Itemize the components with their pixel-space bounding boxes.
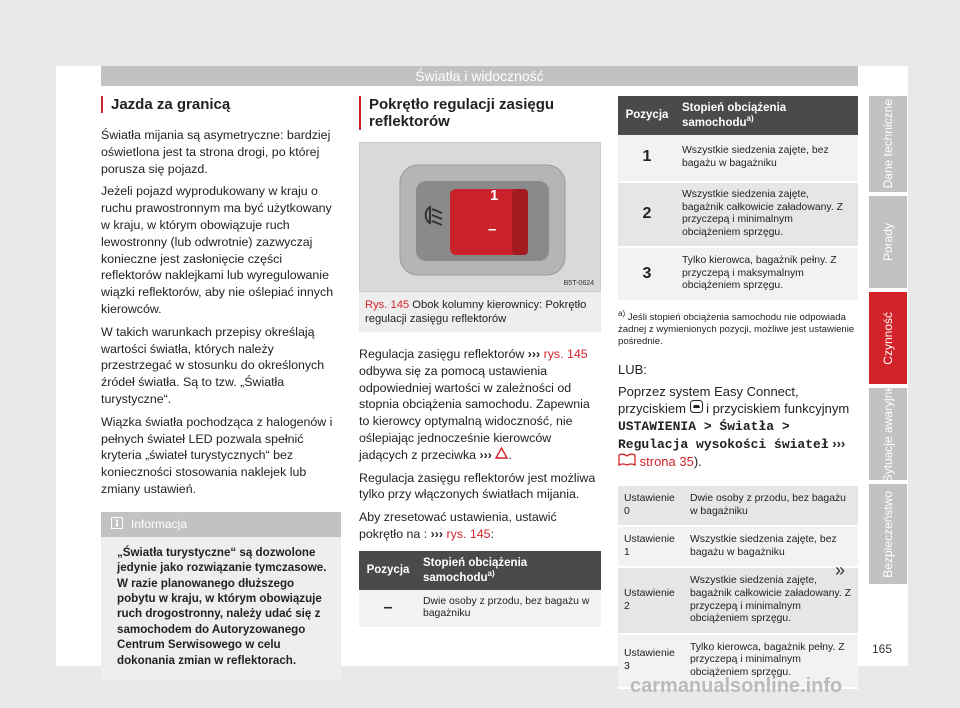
info-header: [101, 512, 341, 537]
tab-safety[interactable]: Bezpieczeństwo: [869, 484, 907, 584]
book-icon: [618, 454, 636, 469]
page-number: 165: [872, 642, 893, 656]
load-table-middle: [359, 551, 601, 629]
link-page-35[interactable]: strona 35: [639, 454, 694, 469]
left-column: [101, 96, 341, 680]
tab-tips[interactable]: Porady: [869, 196, 907, 288]
caption-text: Obok kolumny kierownicy: Pokrętło regulacji zasięgu reflektorów: [365, 299, 587, 325]
info-label: Informacja: [131, 517, 188, 532]
warning-icon: [495, 448, 508, 462]
info-text: „Światła turystyczne“ są dozwolone jedynie jako rozwiązanie tymczasowe. W razie planowanego dłuższego pobytu w kraju, w którym obowiązuje ruch drogostronny, należy udać się z samochodem do Autoryzowanego Centrum Serwisowego w celu dokonania zmian w reflektorach.: [117, 545, 327, 667]
figure-caption: [359, 292, 601, 332]
dial-mark-top: 1: [490, 187, 499, 204]
menu-path: USTAWIENIA > Światła > Regulacja wysokości świateł: [618, 419, 829, 452]
headlight-dial-illustration: [360, 143, 600, 291]
tab-technical-data[interactable]: Dane techniczne: [869, 96, 907, 192]
paragraph: Światła mijania są asymetryczne: bardziej oświetlona jest ta strona drogi, po której porusza się pojazd.: [101, 128, 331, 176]
link-rys-145-reset[interactable]: rys. 145: [446, 526, 491, 541]
link-rys-145[interactable]: rys. 145: [543, 347, 588, 361]
table-row: 1 Wszystkie siedzenia zajęte, bez bagażu w bagażniku: [618, 135, 858, 182]
footnote: $^{a)}$ Jeśli stopień obciążenia samochodu nie odpowiada żadnej z wymienionych pozycji, możliwe jest ustawienie pośrednie.: [618, 309, 855, 348]
heading-headlight-range: Pokrętło regulacji zasięgu reflektorów: [359, 96, 601, 130]
table-row: 2 Wszystkie siedzenia zajęte, bagażnik całkowicie załadowany. Z przyczepą i minimalnym obciążeniem sprzęgu.: [618, 182, 858, 247]
paragraph-reset: Aby zresetować ustawienia, ustawić pokrętło na : ››› rys. 145:: [359, 510, 557, 541]
lub-label: LUB:: [618, 362, 647, 378]
table-row: Ustawienie 0 Dwie osoby z przodu, bez bagażu w bagażniku: [618, 486, 858, 526]
section-header: Światła i widoczność: [101, 66, 858, 86]
col-header-load: Stopień obciążenia samochodu$^{a)}$: [417, 551, 601, 590]
continue-mark: »: [835, 560, 846, 580]
col-header-position: Pozycja: [359, 551, 417, 590]
paragraph: Jeżeli pojazd wyprodukowany w kraju o ruchu prawostronnym ma być użytkowany w kraju, w którym obowiązuje ruch lewostronny (lub odwrotnie) zazwyczaj konieczne jest zasłonięcie części reflektorów naklejkami lub wyregulowanie wiązki reflektorów, aby nie oślepiać innych kierowców.: [101, 184, 334, 316]
paragraph-regulation-note: Regulacja zasięgu reflektorów jest możliwa tylko przy włączonych światłach mijania.: [359, 470, 596, 502]
table-row: – Dwie osoby z przodu, bez bagażu w bagażniku: [359, 590, 601, 629]
info-icon: [111, 517, 123, 532]
settings-table: [618, 486, 858, 689]
load-table-right: [618, 96, 858, 302]
figure-code: B5T-0624: [563, 280, 594, 287]
col-header-load: Stopień obciążenia samochodu$^{a)}$: [676, 96, 858, 135]
tab-emergencies[interactable]: Sytuacje awaryjne: [869, 388, 907, 480]
right-column: [618, 96, 858, 689]
heading-driving-abroad: Jazda za granicą: [101, 96, 341, 113]
table-row: Ustawienie 2 Wszystkie siedzenia zajęte, bagażnik całkowicie załadowany. Z przyczepą i minimalnym obciążeniem sprzęgu.: [618, 567, 858, 633]
table-row: 3 Tylko kierowca, bagażnik pełny. Z przyczepą i maksymalnym obciążeniem sprzęgu.: [618, 247, 858, 301]
paragraph: W takich warunkach przepisy określają wartości światła, których należy przestrzegać w stosunku do określonych źródeł światła. Są to tzw. „Światła turystyczne“.: [101, 324, 325, 406]
car-button-icon: [690, 401, 703, 416]
col-header-position: Pozycja: [618, 96, 676, 135]
paragraph-regulation: Regulacja zasięgu reflektorów ››› rys. 145 odbywa się za pomocą ustawienia odpowiedniej wartości w zależności od stopnia obciążenia samochodu. Zapewnia to kierowcy optymalną widoczność, nie oślepiając jednocześnie kierowców jadących z przeciwka ››› .: [359, 347, 590, 462]
watermark: carmanualsonline.info: [630, 675, 843, 697]
table-row: Ustawienie 1 Wszystkie siedzenia zajęte, bez bagażu w bagażniku: [618, 526, 858, 567]
paragraph: Wiązka światła pochodząca z halogenów i pełnych świateł LED pozwala spełnić kryteria „świateł turystycznych“ bez konieczności stosowania naklejek lub zmiany ustawień.: [101, 414, 333, 496]
table-row: Ustawienie 3 Tylko kierowca, bagażnik pełny. Z przyczepą i minimalnym obciążeniem sprzęgu.: [618, 634, 858, 688]
tab-operation[interactable]: Czynność: [869, 292, 907, 384]
side-tabs: [869, 96, 907, 588]
caption-label: Rys. 145: [365, 299, 410, 311]
dial-mark-bottom: –: [488, 221, 497, 238]
middle-column: [359, 96, 601, 629]
paragraph-easy-connect: Poprzez system Easy Connect, przyciskiem i przyciskiem funkcyjnym USTAWIENIA > Światła > Regulacja wysokości świateł ››› strona 35).: [618, 384, 850, 469]
info-box: [101, 512, 341, 680]
headlight-dial-figure: [359, 142, 601, 292]
